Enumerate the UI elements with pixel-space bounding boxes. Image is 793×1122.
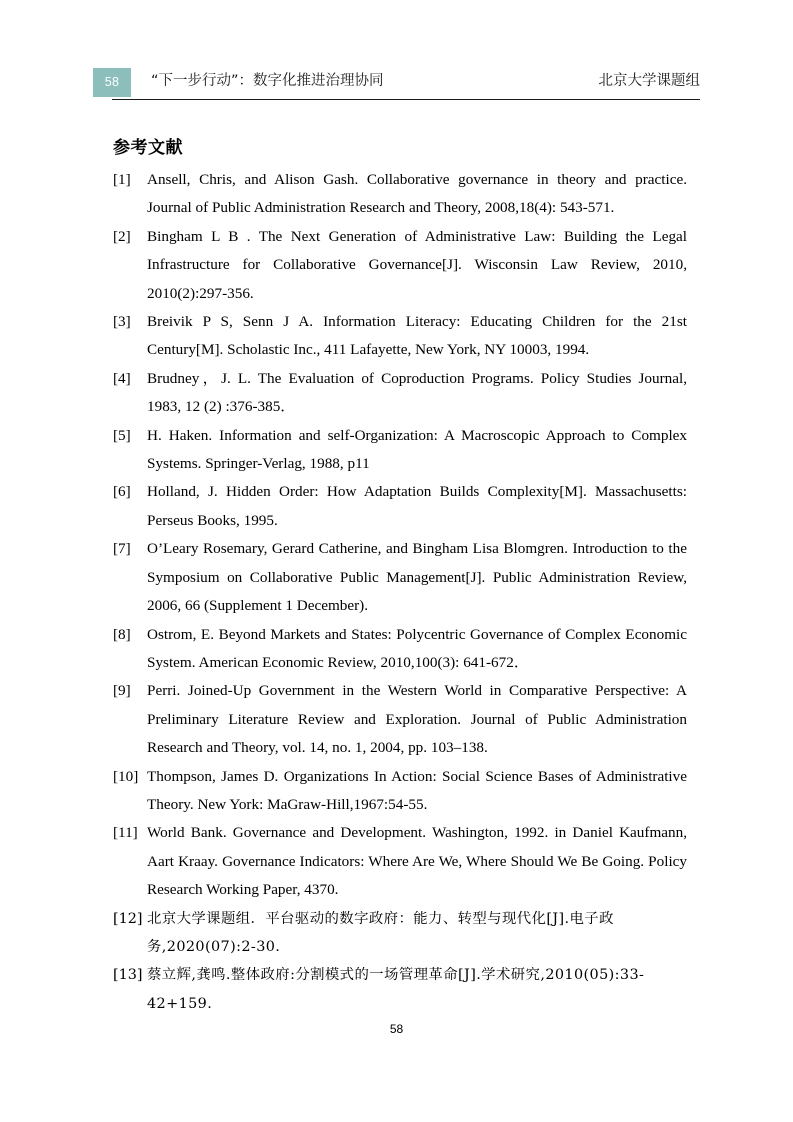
running-header [93, 66, 700, 100]
reference-text: Thompson, James D. Organizations In Action: Social Science Bases of Administrative Theory. New York: MaGraw-Hill,1967:54-55. [147, 767, 687, 813]
reference-label: [8] [113, 625, 131, 643]
reference-label: [13] [113, 967, 143, 984]
reference-entry [113, 819, 687, 904]
reference-entry [113, 621, 687, 678]
header-chapter-title: “下一步行动”：数字化推进治理协同 [151, 73, 384, 89]
header-divider [112, 99, 700, 100]
reference-text: Brudney，J. L. The Evaluation of Coproduction Programs. Policy Studies Journal, 1983, 12 (2) :376-385． [147, 369, 687, 416]
reference-text: H. Haken. Information and self-Organization: A Macroscopic Approach to Complex Systems. Springer-Verlag, 1988, p11 [147, 426, 687, 473]
reference-text: Ansell, Chris, and Alison Gash. Collaborative governance in theory and practice. Journal of Public Administration Research and Theory, 2008,18(4): 543-571. [147, 171, 687, 217]
reference-entry [113, 166, 687, 223]
header-page-badge: 58 [93, 68, 131, 97]
reference-entry [113, 422, 687, 479]
reference-label: [5] [113, 426, 131, 444]
footer-page-number: 58 [389, 1022, 404, 1036]
reference-label: [3] [113, 313, 131, 331]
reference-entry [113, 905, 687, 962]
reference-label: [12] [113, 910, 143, 927]
reference-text: O’Leary Rosemary, Gerard Catherine, and Bingham Lisa Blomgren. Introduction to the Symposium on Collaborative Public Management[J]. Public Administration Review, 2006, 66 (Supplement 1 December). [147, 540, 687, 615]
reference-text: World Bank. Governance and Development. Washington, 1992. in Daniel Kaufmann, Aart Kraay. Governance Indicators: Where Are We, Where Should We Be Going. Policy Research Working Paper, 4370. [147, 824, 687, 899]
reference-entry [113, 763, 687, 820]
reference-label: [11] [113, 824, 138, 842]
reference-label: [6] [113, 483, 131, 501]
reference-entry [113, 308, 687, 365]
header-organization: 北京大学课题组 [598, 73, 700, 89]
reference-label: [4] [113, 369, 131, 387]
page-title: 参考文献 [113, 138, 183, 159]
reference-entry [113, 223, 687, 308]
reference-entry [113, 478, 687, 535]
reference-text: Bingham L B . The Next Generation of Administrative Law: Building the Legal Infrastructure for Collaborative Governance[J]. Wisconsin Law Review, 2010, 2010(2):297-356. [147, 227, 687, 302]
reference-entry [113, 365, 687, 422]
reference-text: Ostrom, E. Beyond Markets and States: Polycentric Governance of Complex Economic System. American Economic Review, 2010,100(3): 641-672． [147, 625, 687, 671]
reference-text: 北京大学课题组．平台驱动的数字政府：能力、转型与现代化[J].电子政务,2020(07):2-30. [147, 910, 614, 955]
reference-label: [10] [113, 767, 139, 785]
reference-entry [113, 677, 687, 762]
reference-label: [2] [113, 227, 131, 245]
reference-entry [113, 961, 687, 1018]
reference-text: Holland, J. Hidden Order: How Adaptation Builds Complexity[M]. Massachusetts: Perseus Books, 1995. [147, 483, 687, 529]
reference-entry [113, 535, 687, 620]
reference-text: 蔡立辉,龚鸣.整体政府:分割模式的一场管理革命[J].学术研究,2010(05):33-42+159. [147, 967, 645, 1012]
reference-text: Perri. Joined-Up Government in the Western World in Comparative Perspective: A Preliminary Literature Review and Exploration. Journal of Public Administration Research and Theory, vol. 14, no. 1, 2004, pp. 103–138. [147, 682, 687, 757]
reference-text: Breivik P S, Senn J A. Information Literacy: Educating Children for the 21st Century[M]. Scholastic Inc., 411 Lafayette, New York, NY 10003, 1994. [147, 313, 687, 359]
reference-list [113, 166, 687, 1018]
reference-label: [9] [113, 682, 131, 700]
reference-label: [1] [113, 171, 131, 188]
reference-label: [7] [113, 540, 131, 558]
